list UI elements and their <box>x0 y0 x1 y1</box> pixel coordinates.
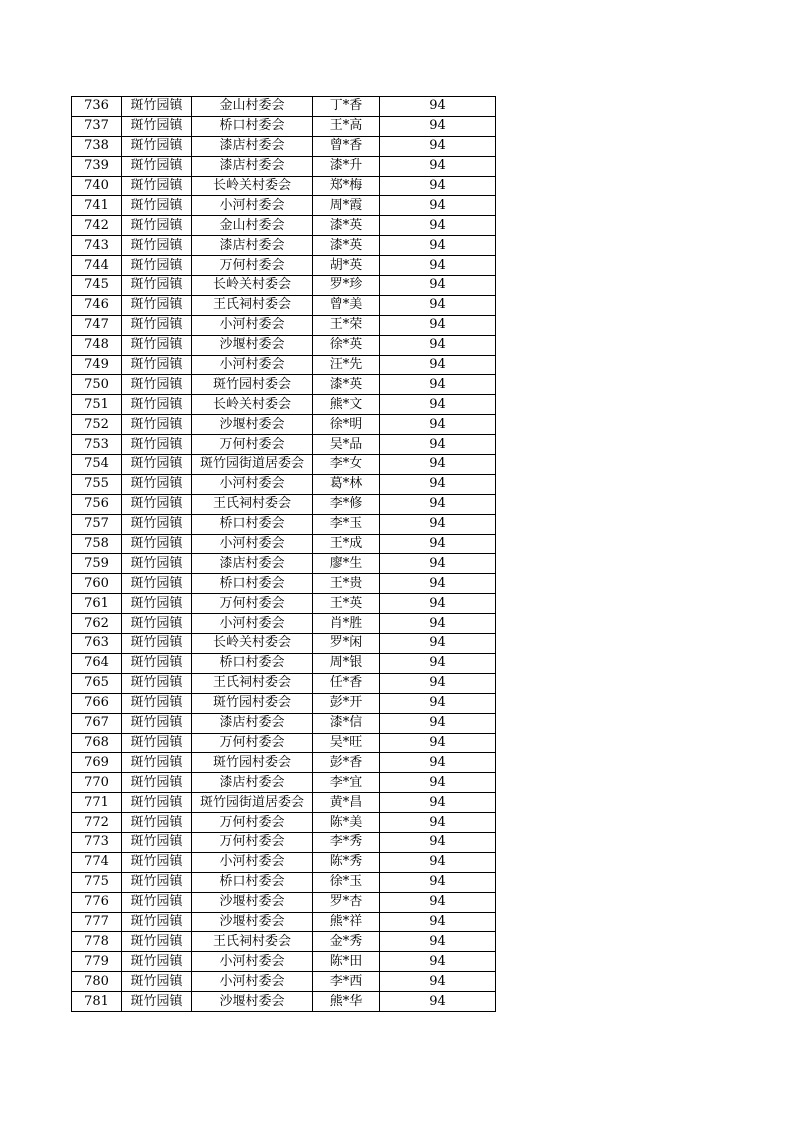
score-cell: 94 <box>380 435 496 455</box>
town-cell: 斑竹园镇 <box>122 713 192 733</box>
row-index-cell: 739 <box>72 156 122 176</box>
score-cell: 94 <box>380 932 496 952</box>
table-row <box>72 713 496 733</box>
town-cell: 斑竹园镇 <box>122 315 192 335</box>
score-cell: 94 <box>380 594 496 614</box>
row-index-cell: 747 <box>72 315 122 335</box>
row-index-cell: 773 <box>72 832 122 852</box>
town-cell: 斑竹园镇 <box>122 733 192 753</box>
score-cell: 94 <box>380 276 496 296</box>
row-index-cell: 751 <box>72 395 122 415</box>
town-cell: 斑竹园镇 <box>122 614 192 634</box>
name-cell: 陈*秀 <box>313 852 380 872</box>
village-cell: 小河村委会 <box>192 315 313 335</box>
town-cell: 斑竹园镇 <box>122 415 192 435</box>
village-cell: 长岭关村委会 <box>192 176 313 196</box>
table-row <box>72 912 496 932</box>
score-cell: 94 <box>380 315 496 335</box>
town-cell: 斑竹园镇 <box>122 295 192 315</box>
row-index-cell: 752 <box>72 415 122 435</box>
table-row <box>72 514 496 534</box>
name-cell: 漆*英 <box>313 375 380 395</box>
row-index-cell: 741 <box>72 196 122 216</box>
town-cell: 斑竹园镇 <box>122 176 192 196</box>
table-row <box>72 693 496 713</box>
score-cell: 94 <box>380 156 496 176</box>
table-row <box>72 97 496 117</box>
table-row <box>72 295 496 315</box>
town-cell: 斑竹园镇 <box>122 753 192 773</box>
village-cell: 漆店村委会 <box>192 773 313 793</box>
town-cell: 斑竹园镇 <box>122 832 192 852</box>
row-index-cell: 753 <box>72 435 122 455</box>
village-cell: 桥口村委会 <box>192 116 313 136</box>
village-cell: 沙堰村委会 <box>192 892 313 912</box>
score-cell: 94 <box>380 176 496 196</box>
table-row <box>72 614 496 634</box>
row-index-cell: 760 <box>72 574 122 594</box>
town-cell: 斑竹园镇 <box>122 813 192 833</box>
table-row <box>72 594 496 614</box>
score-cell: 94 <box>380 97 496 117</box>
town-cell: 斑竹园镇 <box>122 653 192 673</box>
row-index-cell: 762 <box>72 614 122 634</box>
town-cell: 斑竹园镇 <box>122 992 192 1012</box>
village-cell: 斑竹园街道居委会 <box>192 455 313 475</box>
name-cell: 王*成 <box>313 534 380 554</box>
table-row <box>72 554 496 574</box>
row-index-cell: 772 <box>72 813 122 833</box>
row-index-cell: 745 <box>72 276 122 296</box>
town-cell: 斑竹园镇 <box>122 514 192 534</box>
village-cell: 漆店村委会 <box>192 554 313 574</box>
name-cell: 罗*杏 <box>313 892 380 912</box>
row-index-cell: 776 <box>72 892 122 912</box>
name-cell: 李*宜 <box>313 773 380 793</box>
table-row <box>72 773 496 793</box>
village-cell: 小河村委会 <box>192 852 313 872</box>
village-cell: 小河村委会 <box>192 972 313 992</box>
table-row <box>72 753 496 773</box>
name-cell: 熊*祥 <box>313 912 380 932</box>
town-cell: 斑竹园镇 <box>122 395 192 415</box>
name-cell: 廖*生 <box>313 554 380 574</box>
town-cell: 斑竹园镇 <box>122 97 192 117</box>
village-cell: 小河村委会 <box>192 474 313 494</box>
name-cell: 胡*英 <box>313 256 380 276</box>
name-cell: 彭*香 <box>313 753 380 773</box>
score-cell: 94 <box>380 673 496 693</box>
row-index-cell: 778 <box>72 932 122 952</box>
name-cell: 王*英 <box>313 594 380 614</box>
table-row <box>72 534 496 554</box>
row-index-cell: 740 <box>72 176 122 196</box>
table-row <box>72 116 496 136</box>
town-cell: 斑竹园镇 <box>122 335 192 355</box>
table-row <box>72 653 496 673</box>
score-cell: 94 <box>380 733 496 753</box>
table-row <box>72 872 496 892</box>
row-index-cell: 759 <box>72 554 122 574</box>
village-cell: 万何村委会 <box>192 813 313 833</box>
table-row <box>72 395 496 415</box>
row-index-cell: 743 <box>72 236 122 256</box>
village-cell: 小河村委会 <box>192 355 313 375</box>
town-cell: 斑竹园镇 <box>122 474 192 494</box>
score-cell: 94 <box>380 375 496 395</box>
score-cell: 94 <box>380 494 496 514</box>
row-index-cell: 775 <box>72 872 122 892</box>
town-cell: 斑竹园镇 <box>122 435 192 455</box>
score-cell: 94 <box>380 912 496 932</box>
table-row <box>72 574 496 594</box>
name-cell: 肖*胜 <box>313 614 380 634</box>
village-cell: 长岭关村委会 <box>192 276 313 296</box>
town-cell: 斑竹园镇 <box>122 773 192 793</box>
table-row <box>72 355 496 375</box>
village-cell: 斑竹园村委会 <box>192 753 313 773</box>
score-cell: 94 <box>380 514 496 534</box>
row-index-cell: 744 <box>72 256 122 276</box>
score-cell: 94 <box>380 295 496 315</box>
village-cell: 沙堰村委会 <box>192 335 313 355</box>
table-row <box>72 435 496 455</box>
town-cell: 斑竹园镇 <box>122 912 192 932</box>
village-cell: 桥口村委会 <box>192 514 313 534</box>
name-cell: 任*香 <box>313 673 380 693</box>
score-cell: 94 <box>380 355 496 375</box>
village-cell: 桥口村委会 <box>192 653 313 673</box>
village-cell: 桥口村委会 <box>192 872 313 892</box>
row-index-cell: 771 <box>72 793 122 813</box>
score-cell: 94 <box>380 693 496 713</box>
village-cell: 万何村委会 <box>192 832 313 852</box>
name-cell: 陈*田 <box>313 952 380 972</box>
row-index-cell: 737 <box>72 116 122 136</box>
row-index-cell: 736 <box>72 97 122 117</box>
row-index-cell: 769 <box>72 753 122 773</box>
score-cell: 94 <box>380 415 496 435</box>
table-row <box>72 455 496 475</box>
town-cell: 斑竹园镇 <box>122 554 192 574</box>
score-cell: 94 <box>380 972 496 992</box>
row-index-cell: 763 <box>72 634 122 654</box>
village-cell: 斑竹园村委会 <box>192 693 313 713</box>
village-cell: 小河村委会 <box>192 952 313 972</box>
row-index-cell: 754 <box>72 455 122 475</box>
score-cell: 94 <box>380 335 496 355</box>
name-cell: 漆*英 <box>313 236 380 256</box>
village-cell: 漆店村委会 <box>192 156 313 176</box>
name-cell: 李*秀 <box>313 832 380 852</box>
town-cell: 斑竹园镇 <box>122 892 192 912</box>
roster-table <box>71 96 496 1012</box>
row-index-cell: 770 <box>72 773 122 793</box>
table-row <box>72 494 496 514</box>
table-row <box>72 952 496 972</box>
score-cell: 94 <box>380 773 496 793</box>
name-cell: 丁*香 <box>313 97 380 117</box>
name-cell: 周*霞 <box>313 196 380 216</box>
town-cell: 斑竹园镇 <box>122 375 192 395</box>
town-cell: 斑竹园镇 <box>122 793 192 813</box>
score-cell: 94 <box>380 813 496 833</box>
score-cell: 94 <box>380 793 496 813</box>
table-row <box>72 136 496 156</box>
town-cell: 斑竹园镇 <box>122 256 192 276</box>
table-row <box>72 832 496 852</box>
table-row <box>72 196 496 216</box>
village-cell: 小河村委会 <box>192 534 313 554</box>
roster-table-body <box>72 97 496 1012</box>
town-cell: 斑竹园镇 <box>122 673 192 693</box>
row-index-cell: 767 <box>72 713 122 733</box>
town-cell: 斑竹园镇 <box>122 116 192 136</box>
village-cell: 王氏祠村委会 <box>192 494 313 514</box>
score-cell: 94 <box>380 634 496 654</box>
score-cell: 94 <box>380 196 496 216</box>
score-cell: 94 <box>380 455 496 475</box>
village-cell: 长岭关村委会 <box>192 395 313 415</box>
row-index-cell: 750 <box>72 375 122 395</box>
name-cell: 罗*闲 <box>313 634 380 654</box>
name-cell: 罗*珍 <box>313 276 380 296</box>
table-row <box>72 415 496 435</box>
score-cell: 94 <box>380 852 496 872</box>
town-cell: 斑竹园镇 <box>122 534 192 554</box>
village-cell: 万何村委会 <box>192 733 313 753</box>
score-cell: 94 <box>380 872 496 892</box>
town-cell: 斑竹园镇 <box>122 852 192 872</box>
score-cell: 94 <box>380 832 496 852</box>
name-cell: 李*修 <box>313 494 380 514</box>
row-index-cell: 761 <box>72 594 122 614</box>
town-cell: 斑竹园镇 <box>122 693 192 713</box>
row-index-cell: 755 <box>72 474 122 494</box>
table-row <box>72 634 496 654</box>
town-cell: 斑竹园镇 <box>122 196 192 216</box>
table-row <box>72 375 496 395</box>
score-cell: 94 <box>380 614 496 634</box>
name-cell: 周*银 <box>313 653 380 673</box>
village-cell: 沙堰村委会 <box>192 912 313 932</box>
village-cell: 万何村委会 <box>192 594 313 614</box>
table-row <box>72 474 496 494</box>
name-cell: 王*荣 <box>313 315 380 335</box>
name-cell: 陈*美 <box>313 813 380 833</box>
table-row <box>72 335 496 355</box>
village-cell: 小河村委会 <box>192 614 313 634</box>
name-cell: 漆*英 <box>313 216 380 236</box>
name-cell: 曾*香 <box>313 136 380 156</box>
table-row <box>72 315 496 335</box>
score-cell: 94 <box>380 753 496 773</box>
row-index-cell: 768 <box>72 733 122 753</box>
score-cell: 94 <box>380 713 496 733</box>
village-cell: 漆店村委会 <box>192 236 313 256</box>
row-index-cell: 781 <box>72 992 122 1012</box>
village-cell: 长岭关村委会 <box>192 634 313 654</box>
name-cell: 王*贵 <box>313 574 380 594</box>
town-cell: 斑竹园镇 <box>122 236 192 256</box>
table-row <box>72 276 496 296</box>
score-cell: 94 <box>380 992 496 1012</box>
score-cell: 94 <box>380 653 496 673</box>
town-cell: 斑竹园镇 <box>122 156 192 176</box>
town-cell: 斑竹园镇 <box>122 276 192 296</box>
score-cell: 94 <box>380 574 496 594</box>
town-cell: 斑竹园镇 <box>122 952 192 972</box>
town-cell: 斑竹园镇 <box>122 355 192 375</box>
name-cell: 徐*明 <box>313 415 380 435</box>
name-cell: 李*玉 <box>313 514 380 534</box>
row-index-cell: 746 <box>72 295 122 315</box>
name-cell: 漆*升 <box>313 156 380 176</box>
table-row <box>72 932 496 952</box>
row-index-cell: 748 <box>72 335 122 355</box>
town-cell: 斑竹园镇 <box>122 594 192 614</box>
table-row <box>72 813 496 833</box>
name-cell: 曾*美 <box>313 295 380 315</box>
town-cell: 斑竹园镇 <box>122 634 192 654</box>
name-cell: 王*高 <box>313 116 380 136</box>
table-row <box>72 852 496 872</box>
name-cell: 郑*梅 <box>313 176 380 196</box>
name-cell: 葛*林 <box>313 474 380 494</box>
town-cell: 斑竹园镇 <box>122 455 192 475</box>
town-cell: 斑竹园镇 <box>122 872 192 892</box>
row-index-cell: 780 <box>72 972 122 992</box>
name-cell: 熊*华 <box>313 992 380 1012</box>
village-cell: 小河村委会 <box>192 196 313 216</box>
town-cell: 斑竹园镇 <box>122 932 192 952</box>
table-row <box>72 236 496 256</box>
town-cell: 斑竹园镇 <box>122 136 192 156</box>
row-index-cell: 738 <box>72 136 122 156</box>
score-cell: 94 <box>380 534 496 554</box>
name-cell: 金*秀 <box>313 932 380 952</box>
score-cell: 94 <box>380 474 496 494</box>
score-cell: 94 <box>380 892 496 912</box>
row-index-cell: 766 <box>72 693 122 713</box>
town-cell: 斑竹园镇 <box>122 216 192 236</box>
row-index-cell: 765 <box>72 673 122 693</box>
score-cell: 94 <box>380 952 496 972</box>
row-index-cell: 764 <box>72 653 122 673</box>
name-cell: 漆*信 <box>313 713 380 733</box>
name-cell: 吴*品 <box>313 435 380 455</box>
row-index-cell: 749 <box>72 355 122 375</box>
score-cell: 94 <box>380 216 496 236</box>
name-cell: 吴*旺 <box>313 733 380 753</box>
name-cell: 黄*昌 <box>313 793 380 813</box>
row-index-cell: 758 <box>72 534 122 554</box>
village-cell: 王氏祠村委会 <box>192 295 313 315</box>
score-cell: 94 <box>380 116 496 136</box>
village-cell: 漆店村委会 <box>192 713 313 733</box>
table-row <box>72 256 496 276</box>
village-cell: 王氏祠村委会 <box>192 673 313 693</box>
table-row <box>72 733 496 753</box>
village-cell: 斑竹园村委会 <box>192 375 313 395</box>
village-cell: 沙堰村委会 <box>192 415 313 435</box>
table-row <box>72 793 496 813</box>
village-cell: 王氏祠村委会 <box>192 932 313 952</box>
row-index-cell: 774 <box>72 852 122 872</box>
row-index-cell: 779 <box>72 952 122 972</box>
row-index-cell: 777 <box>72 912 122 932</box>
village-cell: 万何村委会 <box>192 256 313 276</box>
score-cell: 94 <box>380 395 496 415</box>
table-row <box>72 892 496 912</box>
table-row <box>72 176 496 196</box>
town-cell: 斑竹园镇 <box>122 972 192 992</box>
score-cell: 94 <box>380 136 496 156</box>
name-cell: 熊*文 <box>313 395 380 415</box>
score-cell: 94 <box>380 256 496 276</box>
name-cell: 李*西 <box>313 972 380 992</box>
table-row <box>72 673 496 693</box>
name-cell: 彭*开 <box>313 693 380 713</box>
row-index-cell: 756 <box>72 494 122 514</box>
score-cell: 94 <box>380 236 496 256</box>
score-cell: 94 <box>380 554 496 574</box>
village-cell: 漆店村委会 <box>192 136 313 156</box>
row-index-cell: 742 <box>72 216 122 236</box>
name-cell: 徐*玉 <box>313 872 380 892</box>
row-index-cell: 757 <box>72 514 122 534</box>
name-cell: 李*女 <box>313 455 380 475</box>
village-cell: 金山村委会 <box>192 97 313 117</box>
village-cell: 沙堰村委会 <box>192 992 313 1012</box>
table-row <box>72 216 496 236</box>
table-row <box>72 992 496 1012</box>
name-cell: 徐*英 <box>313 335 380 355</box>
village-cell: 万何村委会 <box>192 435 313 455</box>
town-cell: 斑竹园镇 <box>122 574 192 594</box>
table-row <box>72 156 496 176</box>
town-cell: 斑竹园镇 <box>122 494 192 514</box>
village-cell: 斑竹园街道居委会 <box>192 793 313 813</box>
village-cell: 金山村委会 <box>192 216 313 236</box>
table-row <box>72 972 496 992</box>
name-cell: 汪*先 <box>313 355 380 375</box>
village-cell: 桥口村委会 <box>192 574 313 594</box>
